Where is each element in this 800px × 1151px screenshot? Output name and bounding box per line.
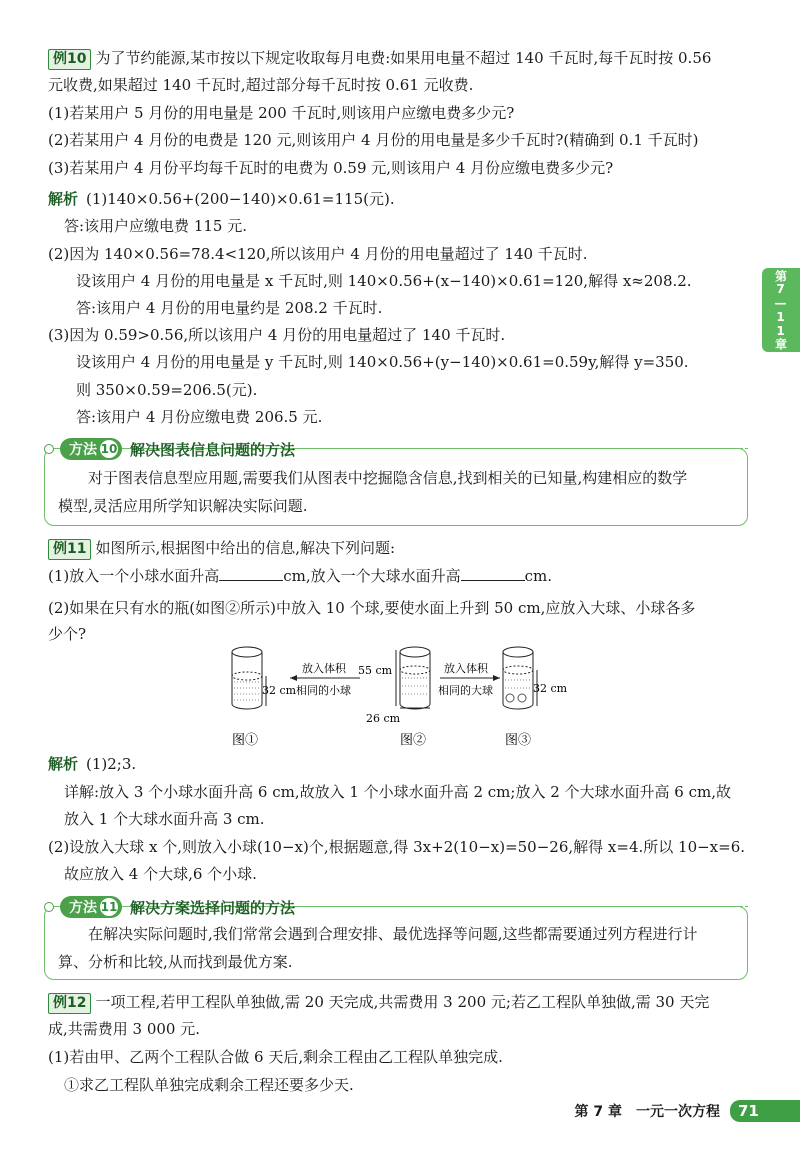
bullet-icon [44,902,54,912]
footer-chapter: 第 7 章 [574,1104,622,1120]
method10-title: 解决图表信息问题的方法 [130,440,296,459]
arrow-right-top: 放入体积 [444,662,488,675]
method11-dash [340,906,748,907]
cylinder-2 [400,647,430,709]
method-number: 11 [100,900,118,914]
ex11-stem: 例11 如图所示,根据图中给出的信息,解决下列问题: [48,536,756,560]
ex10-solution-2b: 设该用户 4 月份的用电量是 x 千瓦时,则 140×0.56+(x−140)×0.61=120,解得 x≈208.2. [76,272,692,290]
page-footer [575,1100,800,1122]
method-pill: 方法 10 [60,438,122,460]
ex10-answer-1: 答:该用户应缴电费 115 元. [64,217,247,235]
example-tag: 例12 [48,993,91,1014]
ex11-detail-b: 放入 1 个大球水面升高 3 cm. [64,810,265,828]
label-32-right: 32 cm [533,682,568,695]
label-32-left: 32 cm [262,684,297,697]
ex11-solution-2b: 故应放入 4 个大球,6 个小球. [64,865,257,883]
page-number: 71 [730,1100,800,1122]
ex10-solution-3: (3)因为 0.59>0.56,所以该用户 4 月份的用电量超过了 140 千瓦时. [48,326,506,344]
chapter-side-tab: 第7—11章 [762,268,800,352]
label-26: 26 cm [366,712,401,725]
method10-text: 对于图表信息型应用题,需要我们从图表中挖掘隐含信息,找到相关的已知量,构建相应的数学 模型,灵活应用所学知识解决实际问题. [58,469,688,515]
ex10-solution-3c: 则 350×0.59=206.5(元). [76,381,258,399]
answer-blank [461,566,525,581]
arrow-left-bottom: 相同的小球 [296,684,351,697]
ex10-solution-1: 解析 (1)140×0.56+(200−140)×0.61=115(元). [48,190,395,208]
example-tag: 例10 [48,49,91,70]
ex11-detail-a: 详解:放入 3 个小球水面升高 6 cm,故放入 1 个小球水面升高 2 cm;放入 2 个大球水面升高 6 cm,故 [64,783,731,801]
ex10-question-3: (3)若某用户 4 月份平均每千瓦时的电费为 0.59 元,则该用户 4 月份应缴电费多少元? [48,159,614,177]
ex10-answer-2: 答:该用户 4 月份的用电量约是 208.2 千瓦时. [76,299,383,317]
method-pill: 方法 11 [60,896,122,918]
method11-title: 解决方案选择问题的方法 [130,898,296,917]
caption-fig3: 图③ [505,733,532,748]
method10-header [44,436,295,462]
caption-fig1: 图① [232,733,259,748]
solution-label: 解析 [48,755,79,773]
arrow-right-bottom: 相同的大球 [438,684,493,697]
ex10-solution-2: (2)因为 140×0.56=78.4<120,所以该用户 4 月份的用电量超过了 140 千瓦时. [48,245,588,263]
ex11-answer: 解析 (1)2;3. [48,755,137,773]
answer-blank [219,566,283,581]
ex10-stem-line1: 例10 为了节约能源,某市按以下规定收取每月电费:如果用电量不超过 140 千瓦时,每千瓦时按 0.56 [48,46,756,70]
ex10-question-2: (2)若某用户 4 月份的电费是 120 元,则该用户 4 月份的用电量是多少千瓦时?(精确到 0.1 千瓦时) [48,131,699,149]
cylinder-figure [200,640,600,750]
ex12-question-1: (1)若由甲、乙两个工程队合做 6 天后,剩余工程由乙工程队单独完成. [48,1048,503,1066]
footer-topic: 一元一次方程 [636,1104,720,1120]
arrow-left-top: 放入体积 [302,662,346,675]
cylinder-1 [232,647,262,709]
ex12-stem-line2: 成,共需费用 3 000 元. [48,1020,201,1038]
method-number: 10 [100,442,118,456]
method11-header [44,894,295,920]
label-55: 55 cm [358,664,393,677]
bullet-icon [44,444,54,454]
cylinder-3 [503,647,533,709]
caption-fig2: 图② [400,733,427,748]
ex12-question-1-sub: ①求乙工程队单独完成剩余工程还要多少天. [64,1076,354,1094]
ex11-question-2b: 少个? [48,625,87,643]
method10-dash [340,448,748,449]
ex11-solution-2: (2)设放入大球 x 个,则放入小球(10−x)个,根据题意,得 3x+2(10−x)=50−26,解得 x=4.所以 10−x=6. [48,838,746,856]
ex10-answer-3: 答:该用户 4 月份应缴电费 206.5 元. [76,408,323,426]
example-tag: 例11 [48,539,91,560]
ex11-question-2a: (2)如果在只有水的瓶(如图②所示)中放入 10 个球,要使水面上升到 50 cm,应放入大球、小球各多 [48,599,696,617]
ex10-stem-line2: 元收费,如果超过 140 千瓦时,超过部分每千瓦时按 0.61 元收费. [48,76,474,94]
method11-text: 在解决实际问题时,我们常常会遇到合理安排、最优选择等问题,这些都需要通过列方程进行计 算、分析和比较,从而找到最优方案. [58,925,698,971]
ex10-solution-3b: 设该用户 4 月份的用电量是 y 千瓦时,则 140×0.56+(y−140)×0.61=0.59y,解得 y=350. [76,353,689,371]
ex11-question-1: (1)放入一个小球水面升高 cm,放入一个大球水面升高 cm. [48,567,553,585]
ex10-question-1: (1)若某用户 5 月份的用电量是 200 千瓦时,则该用户应缴电费多少元? [48,104,515,122]
ex12-stem-line1: 例12 一项工程,若甲工程队单独做,需 20 天完成,共需费用 3 200 元;若乙工程队单独做,需 30 天完 [48,990,756,1014]
solution-label: 解析 [48,190,79,208]
